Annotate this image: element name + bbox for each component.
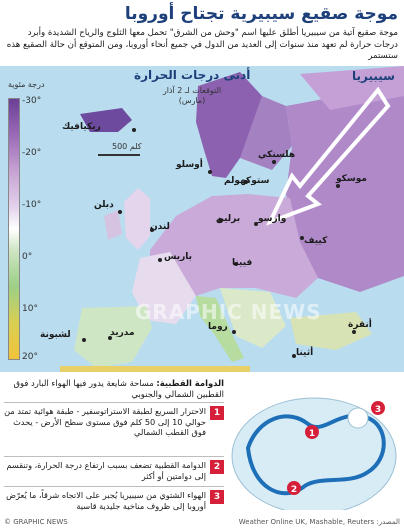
city-reykjavik: ريكيافيك xyxy=(62,122,101,132)
point-text: الاحترار السريع لطبقة الاستراتوسفير - طبقة هوائية تمتد من حوالي 10 إلى 50 كلم فوق مستوى سطح الأرض - يحدث فوق القطب الشمالي xyxy=(4,406,206,438)
city-helsinki: هلسنكي xyxy=(258,150,296,160)
city-rome: روما xyxy=(208,322,228,332)
point-number: 3 xyxy=(210,490,224,504)
marker-2-label: 2 xyxy=(290,485,298,495)
land-africa xyxy=(60,366,250,372)
city-dot xyxy=(208,170,212,174)
city-dot xyxy=(158,258,162,262)
city-paris: باريس xyxy=(164,252,193,262)
scale-label: 0° xyxy=(22,252,33,262)
divider xyxy=(4,402,224,403)
divider xyxy=(4,456,224,457)
scale-label: -30° xyxy=(22,96,42,106)
city-stockholm: ستوكهولم xyxy=(224,176,270,186)
city-moscow: موسكو xyxy=(336,174,367,184)
city-dublin: دبلن xyxy=(94,200,114,210)
city-madrid: مدريد xyxy=(110,328,135,338)
city-berlin: برلين xyxy=(216,214,241,224)
point-text: الدوامة القطبية تضعف بسبب ارتفاع درجة الحرارة، وتنقسم إلى دوامتين أو أكثر xyxy=(6,460,206,481)
scale-label: 20° xyxy=(22,352,38,362)
scale-label: -20° xyxy=(22,148,42,158)
city-dot xyxy=(118,210,122,214)
point-number: 1 xyxy=(210,406,224,420)
city-vienna: فيينا xyxy=(232,258,253,268)
city-dot xyxy=(232,330,236,334)
vortex-definition xyxy=(4,378,224,400)
city-ankara: أنقرة xyxy=(348,320,372,330)
scale-label: 10° xyxy=(22,304,38,314)
point-text: الهواء الشتوي من سيبيريا يُجبر على الاتجاه شرقاً، ما يُعرّض أوروبا إلى ظروف مناخية جليدية قاسية xyxy=(6,490,206,511)
point-2 xyxy=(4,460,224,481)
point-3 xyxy=(4,490,224,511)
vortex-term: الدوامة القطبية: xyxy=(156,378,224,388)
city-athens: أثينا xyxy=(296,348,314,358)
city-warsaw: وارسو xyxy=(258,214,287,224)
city-dot xyxy=(82,338,86,342)
forecast-date: التوقعات لـ 2 آذار (مارس) xyxy=(162,86,222,105)
globe-disc xyxy=(232,398,396,510)
legend-title: درجة مئوية xyxy=(8,80,45,89)
intro-text: موجة صقيع آتية من سيبيريا أطلق عليها اسم "وحش من الشرق" تحمل معها الثلوج والرياح الشديدة وأبرد درجات حرارة لم تعهد منذ سنوات إلى العديد من الدول في جميع أنحاء أوروبا، ومن المتوقع أن حالة الصقيع هذه ستستمر xyxy=(6,28,398,61)
city-dot xyxy=(132,128,136,132)
distance-scale-label: 500 كلم xyxy=(112,142,142,151)
city-lisbon: لشبونة xyxy=(40,330,71,340)
polar-vortex-globe xyxy=(228,378,400,510)
divider xyxy=(4,486,224,487)
watermark: GRAPHIC NEWS xyxy=(135,300,322,324)
temperature-map xyxy=(0,66,404,372)
siberia-label: سيبيريا xyxy=(352,69,395,83)
distance-scale-bar xyxy=(98,154,140,156)
globe-graphic xyxy=(228,378,400,510)
cold-air-mass xyxy=(348,408,368,428)
credit: © GRAPHIC NEWS xyxy=(4,518,68,526)
city-dot xyxy=(336,184,340,188)
city-dot xyxy=(272,160,276,164)
scale-label: -10° xyxy=(22,200,42,210)
point-1 xyxy=(4,406,224,438)
marker-3-label: 3 xyxy=(374,405,382,415)
vortex-definition-text: مساحة شايعة يدور فيها الهواء البارد فوق القطبين الشمالي والجنوبي xyxy=(13,378,224,399)
page-title: موجة صقيع سيبيرية تجتاح أوروبا xyxy=(124,4,398,24)
temperature-scale-bar xyxy=(8,98,20,360)
city-dot xyxy=(352,330,356,334)
point-number: 2 xyxy=(210,460,224,474)
city-oslo: أوسلو xyxy=(176,160,203,170)
city-london: لندن xyxy=(150,222,170,232)
sources: المصدر: Weather Online UK, Mashable, Reuters xyxy=(238,518,400,526)
city-kyiv: كييف xyxy=(304,236,328,246)
map-canvas xyxy=(0,66,404,372)
marker-1-label: 1 xyxy=(308,429,316,439)
map-title: أدنى درجات الحرارة xyxy=(134,68,251,82)
footer xyxy=(4,518,400,529)
